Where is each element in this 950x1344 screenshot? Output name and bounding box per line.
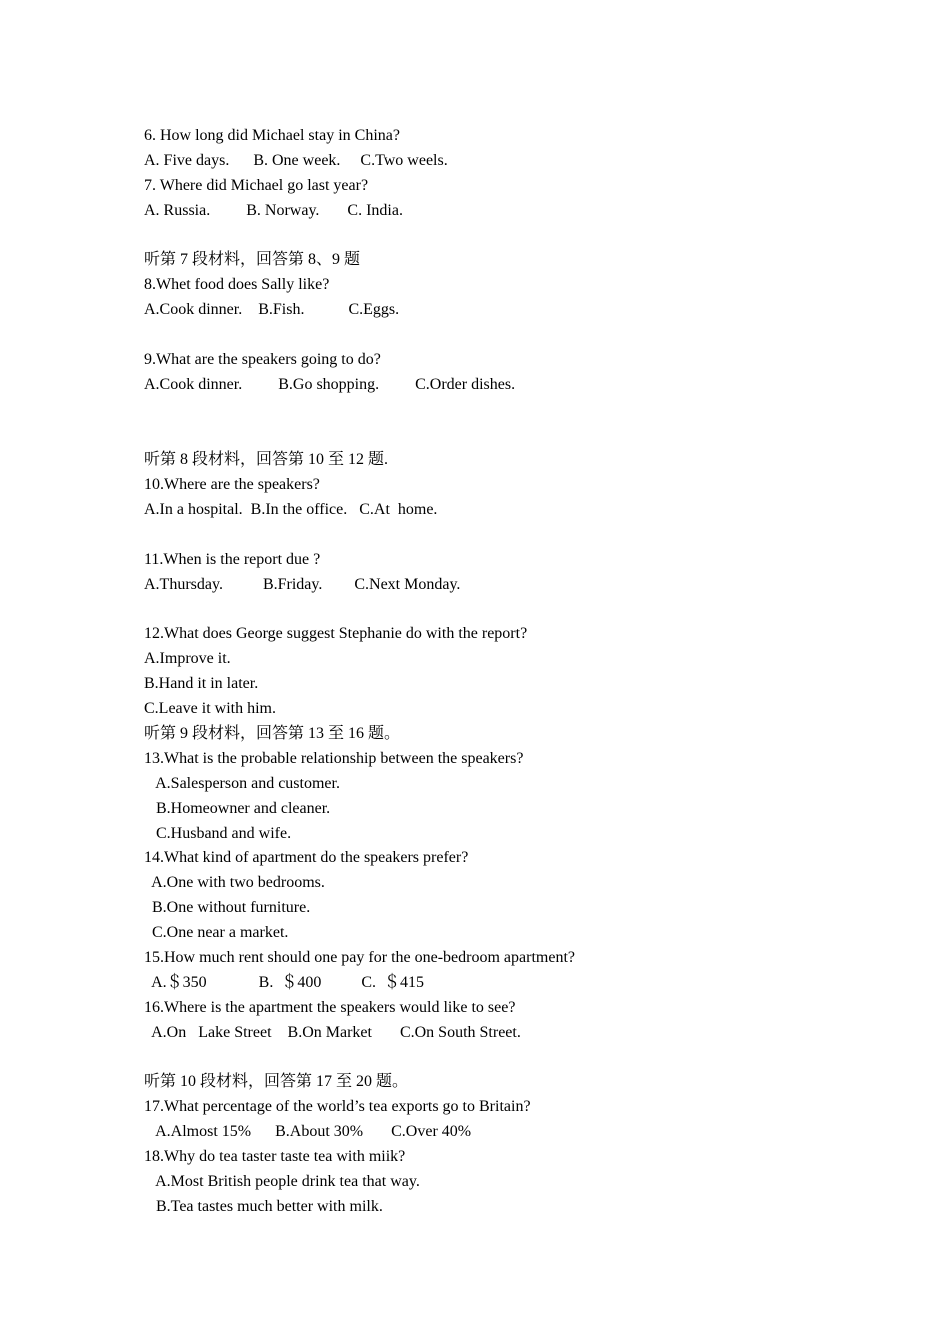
question-17: 17.What percentage of the world’s tea exports go to Britain?	[144, 1098, 531, 1115]
option-12c: C.Leave it with him.	[144, 700, 276, 717]
option-13c: C.Husband and wife.	[144, 825, 292, 842]
options-16: A.On Lake Street B.On Market C.On South Street.	[144, 1024, 521, 1041]
options-7: A. Russia. B. Norway. C. India.	[144, 202, 403, 219]
options-6: A. Five days. B. One week. C.Two weels.	[144, 152, 448, 169]
section-heading-8: 听第 8 段材料，回答第 10 至 12 题.	[144, 451, 389, 468]
option-13b: B.Homeowner and cleaner.	[144, 800, 331, 817]
options-10: A.In a hospital. B.In the office. C.At home.	[144, 501, 438, 518]
question-7: 7. Where did Michael go last year?	[144, 177, 369, 194]
question-8: 8.Whet food does Sally like?	[144, 276, 330, 293]
option-14c: C.One near a market.	[144, 924, 289, 941]
options-17: A.Almost 15% B.About 30% C.Over 40%	[144, 1123, 472, 1140]
section-heading-10: 听第 10 段材料，回答第 17 至 20 题。	[144, 1073, 409, 1090]
question-13: 13.What is the probable relationship between the speakers?	[144, 750, 524, 767]
question-10: 10.Where are the speakers?	[144, 476, 320, 493]
options-9: A.Cook dinner. B.Go shopping. C.Order dishes.	[144, 376, 516, 393]
option-12b: B.Hand it in later.	[144, 675, 259, 692]
option-18a: A.Most British people drink tea that way.	[144, 1173, 420, 1190]
question-15: 15.How much rent should one pay for the one-bedroom apartment?	[144, 949, 575, 966]
options-15: A.＄350 B. ＄400 C. ＄415	[144, 974, 425, 991]
option-18b: B.Tea tastes much better with milk.	[144, 1198, 383, 1215]
question-12: 12.What does George suggest Stephanie do with the report?	[144, 625, 528, 642]
question-6: 6. How long did Michael stay in China?	[144, 127, 400, 144]
option-13a: A.Salesperson and customer.	[144, 775, 340, 792]
option-14a: A.One with two bedrooms.	[144, 874, 325, 891]
section-heading-7: 听第 7 段材料，回答第 8、9 题	[144, 251, 361, 268]
question-14: 14.What kind of apartment do the speakers prefer?	[144, 849, 469, 866]
option-12a: A.Improve it.	[144, 650, 231, 667]
question-11: 11.When is the report due ?	[144, 551, 321, 568]
question-16: 16.Where is the apartment the speakers would like to see?	[144, 999, 516, 1016]
question-18: 18.Why do tea taster taste tea with miik?	[144, 1148, 406, 1165]
options-8: A.Cook dinner. B.Fish. C.Eggs.	[144, 301, 400, 318]
section-heading-9: 听第 9 段材料，回答第 13 至 16 题。	[144, 725, 401, 742]
option-14b: B.One without furniture.	[144, 899, 311, 916]
options-11: A.Thursday. B.Friday. C.Next Monday.	[144, 576, 461, 593]
question-9: 9.What are the speakers going to do?	[144, 351, 381, 368]
